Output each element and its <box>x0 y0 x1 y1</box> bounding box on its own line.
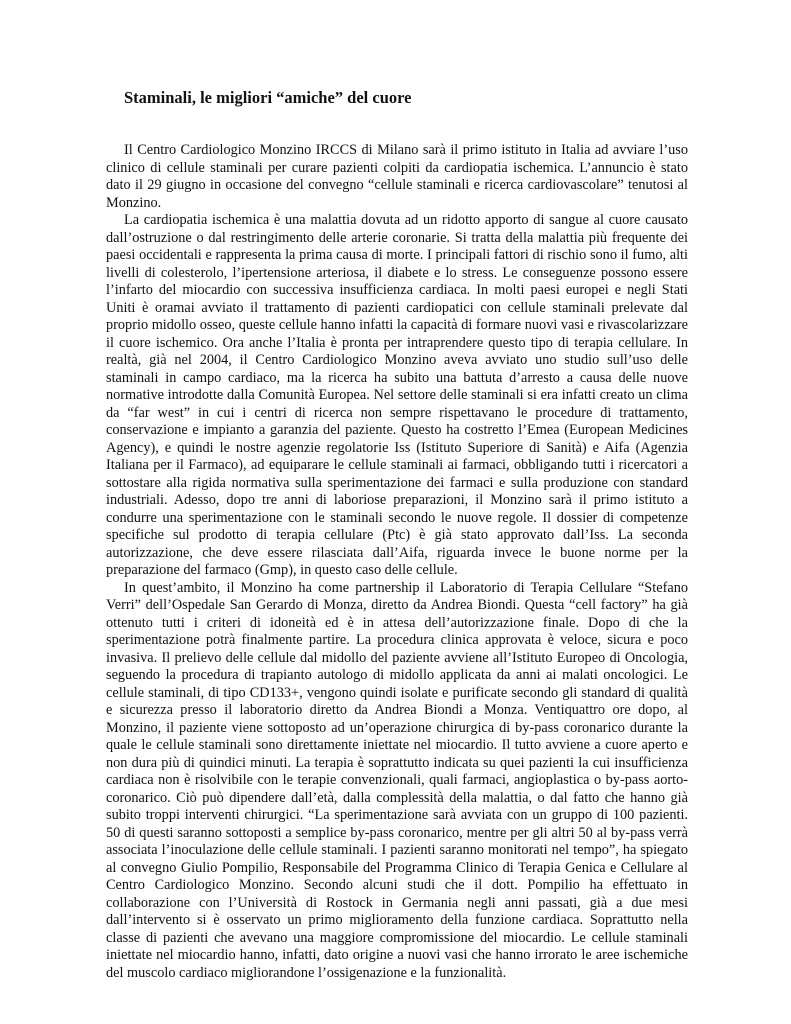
paragraph-partnership: In quest’ambito, il Monzino ha come partnership il Laboratorio di Terapia Cellulare “Stefano Verri” dell’Ospedale San Gerardo di Monza, diretto da Andrea Biondi. Questa “cell factory” ha già ottenuto tutti i criteri di idoneità ed è in attesa dell’autorizzazione finale. Dopo di che la sperimentazione potrà finalmente partire. La procedura clinica approvata è veloce, sicura e poco invasiva. Il prelievo delle cellule dal midollo del paziente avviene all’Istituto Europeo di Oncologia, seguendo la procedura di trapianto autologo di midollo applicata da anni ai malati oncologici. Le cellule staminali, di tipo CD133+, vengono quindi isolate e purificate secondo gli standard di qualità e sicurezza presso il laboratorio diretto da Andrea Biondi a Monza. Ventiquattro ore dopo, al Monzino, il paziente viene sottoposto ad un’operazione chirurgica di by-pass coronarico durante la quale le cellule staminali sono direttamente iniettate nel miocardio. Il tutto avviene a cuore aperto e non dura più di quindici minuti. La terapia è soprattutto indicata su quei pazienti la cui insufficienza cardiaca non è risolvibile con le terapie convenzionali, quali farmaci, angioplastica o by-pass aorto-coronarico. Ciò può dipendere dall’età, dalla complessità della malattia, o dal fatto che hanno già subito troppi interventi chirurgici. “La sperimentazione sarà avviata con un gruppo di 100 pazienti. 50 di questi saranno sottoposti a semplice by-pass coronarico, mentre per gli altri 50 al by-pass verrà associata l’inoculazione delle cellule staminali. I pazienti saranno monitorati nel tempo”, ha spiegato al convegno Giulio Pompilio, Responsabile del Programma Clinico di Terapia Genica e Cellulare al Centro Cardiologico Monzino. Secondo alcuni studi che il dott. Pompilio ha effettuato in collaborazione con l’Università di Rostock in Germania negli anni passati, già a due mesi dall’intervento si è osservato un primo miglioramento della funzione cardiaca. Soprattutto nella classe di pazienti che avevano una maggiore compromissione del miocardio. Le cellule staminali iniettate nel miocardio hanno, infatti, dato origine a nuovi vasi che hanno irrorato le aree ischemiche del muscolo cardiaco migliorandone l’ossigenazione e la funzionalità. <box>106 579 688 981</box>
paragraph-cardiopathy: La cardiopatia ischemica è una malattia dovuta ad un ridotto apporto di sangue al cuore causato dall’ostruzione o dal restringimento delle arterie coronarie. Si tratta della malattia più frequente dei paesi occidentali e rappresenta la prima causa di morte. I principali fattori di rischio sono il fumo, alti livelli di colesterolo, l’ipertensione arteriosa, il diabete e lo stress. Le conseguenze possono essere l’infarto del miocardio con successiva insufficienza cardiaca. In molti paesi europei e negli Stati Uniti è oramai avviato il trattamento di pazienti cardiopatici con cellule staminali prelevate dal proprio midollo osseo, queste cellule hanno infatti la capacità di formare nuovi vasi e rivascolarizzare il cuore ischemico. Ora anche l’Italia è pronta per intraprendere questo tipo di terapia cellulare. In realtà, già nel 2004, il Centro Cardiologico Monzino aveva avviato uno studio sull’uso delle staminali in campo cardiaco, ma la ricerca ha subito una battuta d’arresto a causa delle nuove normative introdotte dalla Comunità Europea. Nel settore delle staminali si era infatti creato un clima da “far west” in cui i centri di ricerca non sempre rispettavano le procedure di trattamento, conservazione e impianto a garanzia del paziente. Questo ha costretto l’Emea (European Medicines Agency), e quindi le nostre agenzie regolatorie Iss (Istituto Superiore di Sanità) e Aifa (Agenzia Italiana per il Farmaco), ad equiparare le cellule staminali ai farmaci, obbligando tutti i ricercatori a sottostare alla rigida normativa sulla sperimentazione dei farmaci e sulla produzione con standard industriali. Adesso, dopo tre anni di laboriose preparazioni, il Monzino sarà il primo istituto a condurre una sperimentazione con le staminali secondo le nuove regole. Il dossier di competenze specifiche sul prodotto di terapia cellulare (Ptc) è già stato approvato dall’Iss. La seconda autorizzazione, che deve essere rilasciata dall’Aifa, riguarda invece le buone norme per la preparazione del farmaco (Gmp), in questo caso delle cellule. <box>106 212 688 578</box>
paragraph-intro: Il Centro Cardiologico Monzino IRCCS di Milano sarà il primo istituto in Italia ad avviare l’uso clinico di cellule staminali per curare pazienti colpiti da cardiopatia ischemica. L’annuncio è stato dato il 29 giugno in occasione del convegno “cellule staminali e ricerca cardiovascolare” tenutosi al Monzino. <box>106 142 688 211</box>
page-title: Staminali, le migliori “amiche” del cuore <box>124 88 412 107</box>
article-body <box>106 88 688 982</box>
